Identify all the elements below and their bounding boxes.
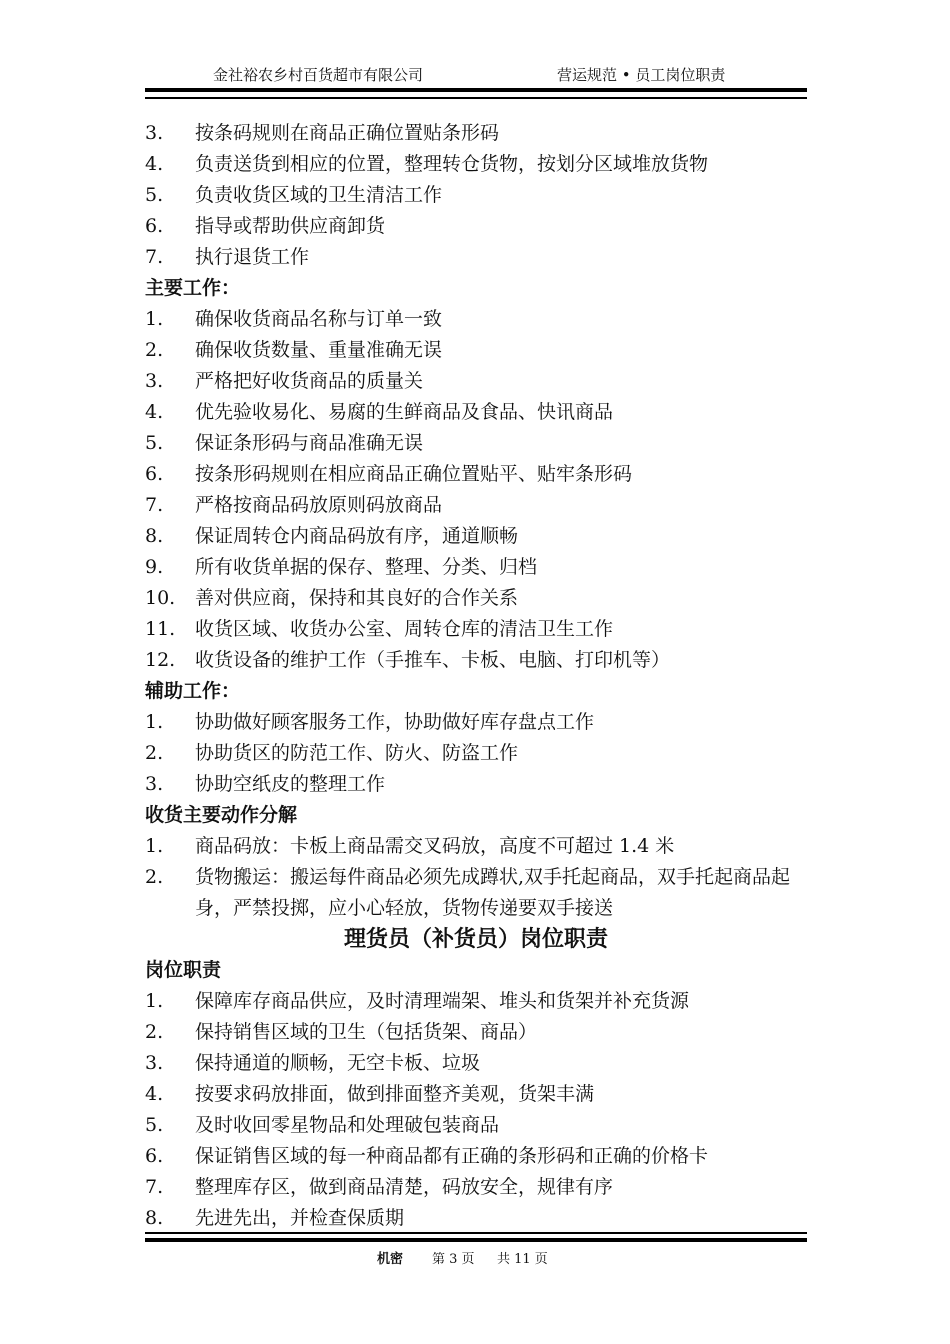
page-number: 第 3 页 bbox=[432, 1252, 475, 1267]
item-text: 协助做好顾客服务工作，协助做好库存盘点工作 bbox=[195, 711, 595, 733]
section-title: 理货员（补货员）岗位职责 bbox=[343, 927, 608, 952]
item-number: 1. bbox=[145, 711, 164, 733]
item-number: 12. bbox=[145, 649, 176, 671]
footer-rule-thick bbox=[145, 1238, 807, 1242]
item-number: 4. bbox=[145, 153, 164, 175]
list-item bbox=[145, 304, 815, 335]
heading-main-work: 主要工作： bbox=[145, 277, 241, 299]
total-pages: 共 11 页 bbox=[497, 1252, 548, 1267]
item-number: 3. bbox=[145, 122, 164, 144]
item-number: 9. bbox=[145, 556, 164, 578]
item-number: 3. bbox=[145, 1052, 164, 1074]
item-number: 6. bbox=[145, 463, 164, 485]
page-header bbox=[145, 64, 805, 86]
list-item bbox=[145, 521, 815, 552]
item-text: 按条码规则在商品正确位置贴条形码 bbox=[195, 122, 500, 144]
document-body bbox=[145, 118, 815, 1234]
list-item bbox=[145, 614, 815, 645]
list-item bbox=[145, 428, 815, 459]
item-text: 按要求码放排面，做到排面整齐美观，货架丰满 bbox=[195, 1083, 595, 1105]
item-number: 10. bbox=[145, 587, 176, 609]
list-item bbox=[145, 242, 815, 273]
list-item bbox=[145, 490, 815, 521]
list-item bbox=[145, 1110, 815, 1141]
list-item bbox=[145, 1172, 815, 1203]
item-number: 5. bbox=[145, 432, 164, 454]
list-item bbox=[145, 552, 815, 583]
item-text: 优先验收易化、易腐的生鲜商品及食品、快讯商品 bbox=[195, 401, 614, 423]
list-item bbox=[145, 769, 815, 800]
heading-aux-work: 辅助工作： bbox=[145, 680, 241, 702]
aux-work-list bbox=[145, 707, 815, 800]
list-item bbox=[145, 862, 815, 924]
list-item bbox=[145, 459, 815, 490]
item-text: 保证销售区域的每一种商品都有正确的条形码和正确的价格卡 bbox=[195, 1145, 709, 1167]
list-item bbox=[145, 1079, 815, 1110]
item-text: 保证周转仓内商品码放有序，通道顺畅 bbox=[195, 525, 519, 547]
list-item bbox=[145, 397, 815, 428]
duties-list bbox=[145, 986, 815, 1234]
list-item bbox=[145, 1141, 815, 1172]
item-number: 8. bbox=[145, 525, 164, 547]
item-text: 负责送货到相应的位置，整理转仓货物，按划分区域堆放货物 bbox=[195, 153, 709, 175]
item-text: 所有收货单据的保存、整理、分类、归档 bbox=[195, 556, 538, 578]
list-item bbox=[145, 211, 815, 242]
footer-rule-thin bbox=[145, 1232, 807, 1234]
item-text: 负责收货区域的卫生清洁工作 bbox=[195, 184, 443, 206]
item-number: 7. bbox=[145, 246, 164, 268]
item-number: 5. bbox=[145, 184, 164, 206]
item-number: 2. bbox=[145, 866, 164, 888]
item-text: 保持通道的顺畅，无空卡板、垃圾 bbox=[195, 1052, 481, 1074]
item-text: 保证条形码与商品准确无误 bbox=[195, 432, 424, 454]
item-number: 2. bbox=[145, 742, 164, 764]
heading-actions: 收货主要动作分解 bbox=[145, 804, 298, 826]
item-number: 1. bbox=[145, 990, 164, 1012]
item-text: 指导或帮助供应商卸货 bbox=[195, 215, 386, 237]
item-text: 货物搬运：搬运每件商品必须先成蹲状,双手托起商品，双手托起商品起身，严禁投掷，应小心轻放，货物传递要双手接送 bbox=[195, 866, 791, 919]
company-name: 金社裕农乡村百货超市有限公司 bbox=[213, 66, 424, 84]
item-text: 先进先出，并检查保质期 bbox=[195, 1207, 405, 1229]
item-text: 善对供应商，保持和其良好的合作关系 bbox=[195, 587, 519, 609]
item-text: 确保收货数量、重量准确无误 bbox=[195, 339, 443, 361]
item-number: 4. bbox=[145, 1083, 164, 1105]
item-text: 保持销售区域的卫生（包括货架、商品） bbox=[195, 1021, 538, 1043]
list-item bbox=[145, 738, 815, 769]
list-item bbox=[145, 1017, 815, 1048]
list-item bbox=[145, 335, 815, 366]
item-text: 按条形码规则在相应商品正确位置贴平、贴牢条形码 bbox=[195, 463, 633, 485]
list-item bbox=[145, 149, 815, 180]
item-number: 1. bbox=[145, 835, 164, 857]
item-number: 8. bbox=[145, 1207, 164, 1229]
confidential-label: 机密 bbox=[377, 1252, 404, 1267]
list-item bbox=[145, 1203, 815, 1234]
document-section: 营运规范 • 员工岗位职责 bbox=[557, 66, 726, 84]
item-number: 4. bbox=[145, 401, 164, 423]
item-text: 严格把好收货商品的质量关 bbox=[195, 370, 424, 392]
list-item bbox=[145, 986, 815, 1017]
list-item bbox=[145, 118, 815, 149]
item-number: 3. bbox=[145, 773, 164, 795]
item-number: 6. bbox=[145, 215, 164, 237]
item-number: 5. bbox=[145, 1114, 164, 1136]
list-item bbox=[145, 831, 815, 862]
item-number: 2. bbox=[145, 339, 164, 361]
item-text: 商品码放：卡板上商品需交叉码放，高度不可超过 1.4 米 bbox=[195, 835, 675, 857]
heading-duties: 岗位职责 bbox=[145, 959, 222, 981]
item-number: 3. bbox=[145, 370, 164, 392]
item-text: 协助货区的防范工作、防火、防盗工作 bbox=[195, 742, 519, 764]
item-number: 1. bbox=[145, 308, 164, 330]
header-rule-thick bbox=[145, 88, 807, 92]
list-item bbox=[145, 1048, 815, 1079]
item-text: 严格按商品码放原则码放商品 bbox=[195, 494, 443, 516]
list-item bbox=[145, 583, 815, 614]
item-text: 收货设备的维护工作（手推车、卡板、电脑、打印机等） bbox=[195, 649, 671, 671]
list-item bbox=[145, 707, 815, 738]
main-work-list bbox=[145, 304, 815, 676]
list-item bbox=[145, 180, 815, 211]
item-number: 6. bbox=[145, 1145, 164, 1167]
list-item bbox=[145, 645, 815, 676]
item-text: 确保收货商品名称与订单一致 bbox=[195, 308, 443, 330]
continued-list bbox=[145, 118, 815, 273]
item-number: 7. bbox=[145, 494, 164, 516]
item-number: 11. bbox=[145, 618, 176, 640]
item-number: 2. bbox=[145, 1021, 164, 1043]
list-item bbox=[145, 366, 815, 397]
item-text: 执行退货工作 bbox=[195, 246, 310, 268]
item-text: 协助空纸皮的整理工作 bbox=[195, 773, 386, 795]
item-text: 整理库存区，做到商品清楚，码放安全，规律有序 bbox=[195, 1176, 614, 1198]
actions-list bbox=[145, 831, 815, 924]
item-text: 保障库存商品供应，及时清理端架、堆头和货架并补充货源 bbox=[195, 990, 690, 1012]
item-text: 及时收回零星物品和处理破包装商品 bbox=[195, 1114, 500, 1136]
header-rule-thin bbox=[145, 97, 807, 99]
item-number: 7. bbox=[145, 1176, 164, 1198]
item-text: 收货区域、收货办公室、周转仓库的清洁卫生工作 bbox=[195, 618, 614, 640]
